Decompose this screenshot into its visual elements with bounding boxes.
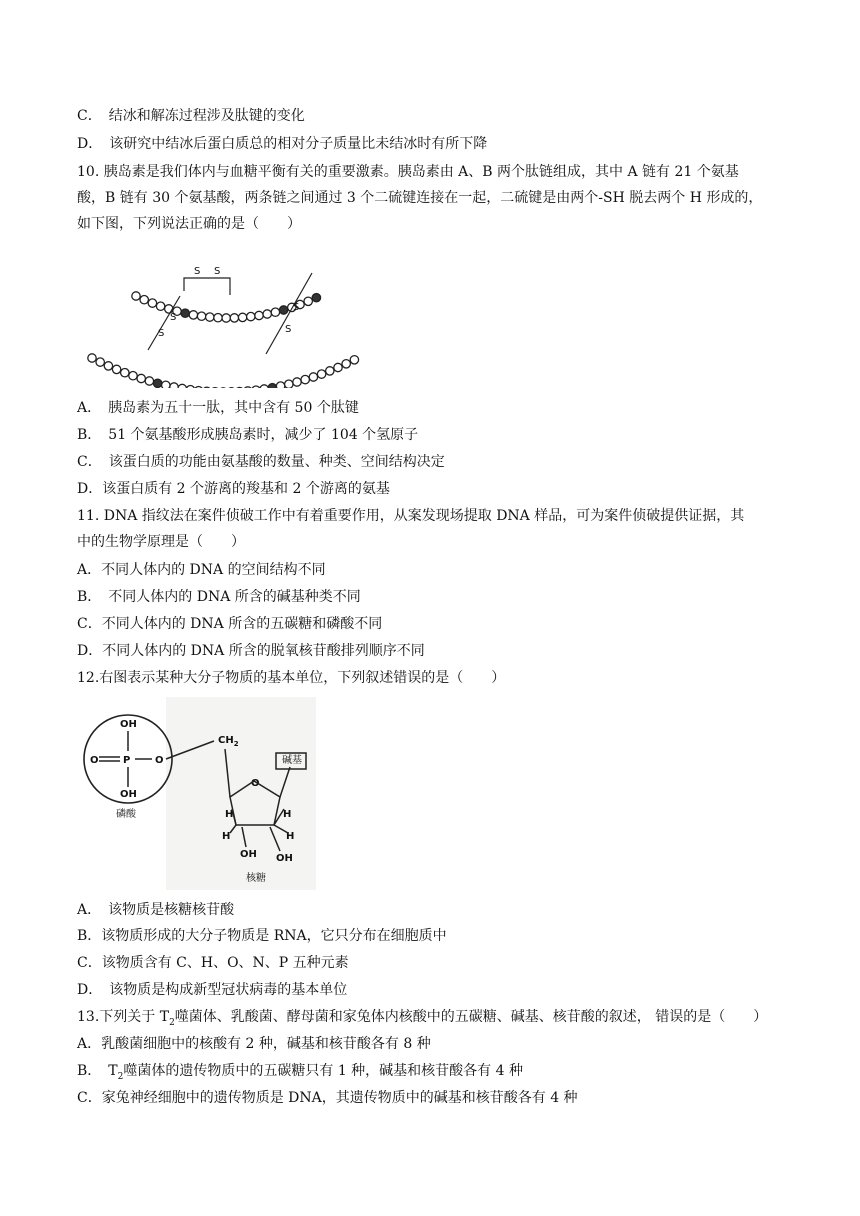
oh-2-label: OH: [276, 853, 293, 864]
amino-acid-bead: [255, 311, 263, 319]
amino-acid-bead: [197, 312, 205, 320]
amino-acid-bead: [247, 312, 255, 320]
amino-acid-bead: [104, 362, 112, 370]
amino-acid-bead: [285, 380, 293, 388]
q13-option-a: A．乳酸菌细胞中的核酸有 2 种，碱基和核苷酸各有 8 种: [77, 1036, 431, 1052]
q11-option-b: B． 不同人体内的 DNA 所含的碱基种类不同: [77, 589, 361, 605]
nucleotide-structure-figure: [80, 697, 316, 890]
amino-acid-bead: [304, 297, 312, 305]
amino-acid-bead: [293, 378, 301, 386]
amino-acid-bead: [181, 309, 189, 317]
s-label-5: S: [293, 302, 300, 313]
q11-stem-line-2: 中的生物学原理是（ ）: [77, 534, 245, 550]
q11-stem-line-1: 11. DNA 指纹法在案件侦破工作中有着重要作用，从案发现场提取 DNA 样品，可为案件侦破提供证据，其: [77, 508, 745, 524]
amino-acid-bead: [186, 386, 194, 389]
s-label-6: S: [285, 324, 292, 335]
amino-acid-bead: [309, 373, 317, 381]
amino-acid-bead: [153, 379, 161, 387]
oh-bottom-label: OH: [120, 789, 137, 800]
amino-acid-bead: [96, 358, 104, 366]
q10-stem-line-1: 10. 胰岛素是我们体内与血糖平衡有关的重要激素。胰岛素由 A、B 两个肽链组成，其中 A 链有 21 个氨基: [77, 164, 739, 180]
q12-stem: 12.右图表示某种大分子物质的基本单位，下列叙述错误的是（ ）: [77, 670, 506, 686]
amino-acid-bead: [178, 384, 186, 388]
s-label-1: S: [194, 266, 201, 277]
amino-acid-bead: [129, 372, 137, 380]
amino-acid-bead: [238, 313, 246, 321]
q13-option-c: C．家兔神经细胞中的遗传物质是 DNA，其遗传物质中的碱基和核苷酸各有 4 种: [77, 1090, 578, 1106]
amino-acid-bead: [148, 299, 156, 307]
amino-acid-bead: [189, 311, 197, 319]
amino-acid-bead: [170, 383, 178, 388]
h-label-1: H: [225, 809, 234, 820]
amino-acid-bead: [88, 354, 96, 362]
amino-acid-bead: [230, 314, 238, 322]
base-label: 碱基: [282, 755, 302, 766]
amino-acid-bead: [145, 377, 153, 385]
amino-acid-bead: [137, 374, 145, 382]
q11-option-a: A．不同人体内的 DNA 的空间结构不同: [77, 562, 326, 578]
q11-option-c: C．不同人体内的 DNA 所含的五碳糖和磷酸不同: [77, 616, 383, 632]
insulin-chain-figure: [80, 258, 380, 388]
s-label-2: S: [214, 266, 221, 277]
amino-acid-bead: [112, 365, 120, 373]
amino-acid-bead: [156, 302, 164, 310]
amino-acid-bead: [342, 360, 350, 368]
amino-acid-bead: [334, 363, 342, 371]
ring-o-label: O: [251, 778, 260, 789]
o-left-label: O: [90, 755, 99, 766]
amino-acid-bead: [326, 367, 334, 375]
ch2-label: $CH_2$: [218, 735, 239, 748]
q13-option-b: B． $T_2$噬菌体的遗传物质中的五碳糖只有 1 种，碱基和核苷酸各有 4 种: [77, 1063, 523, 1082]
amino-acid-bead: [276, 382, 284, 388]
q12-option-a: A． 该物质是核糖核苷酸: [77, 902, 235, 918]
h-label-4: H: [286, 831, 295, 842]
phosphate-label: 磷酸: [116, 809, 136, 820]
p-label: P: [123, 755, 131, 766]
h-label-3: H: [222, 831, 231, 842]
q10-option-b: B． 51 个氨基酸形成胰岛素时，减少了 104 个氢原子: [77, 427, 419, 443]
q13-stem: 13.下列关于 $T_2$噬菌体、乳酸菌、酵母菌和家兔体内核酸中的五碳糖、碱基、核苷酸的叙述， 错误的是（ ）: [77, 1009, 768, 1028]
o-right-label: O: [155, 755, 164, 766]
q10-stem-line-2: 酸，B 链有 30 个氨基酸，两条链之间通过 3 个二硫键连接在一起，二硫键是由两个-SH 脱去两个 H 形成的，: [77, 190, 763, 206]
amino-acid-bead: [214, 314, 222, 322]
q12-option-d: D． 该物质是构成新型冠状病毒的基本单位: [77, 982, 348, 998]
amino-acid-bead: [222, 314, 230, 322]
q12-option-c: C．该物质含有 C、H、O、N、P 五种元素: [77, 955, 349, 971]
amino-acid-bead: [206, 313, 214, 321]
q9-option-c: C． 结冰和解冻过程涉及肽键的变化: [77, 108, 305, 124]
amino-acid-bead: [301, 375, 309, 383]
amino-acid-bead: [317, 370, 325, 378]
amino-acid-bead: [271, 308, 279, 316]
sugar-label: 核糖: [246, 873, 266, 884]
amino-acid-bead: [132, 292, 140, 300]
q10-stem-line-3: 如下图，下列说法正确的是（ ）: [77, 216, 301, 232]
amino-acid-bead: [260, 385, 268, 388]
amino-acid-bead: [350, 356, 358, 364]
q10-option-c: C． 该蛋白质的功能由氨基酸的数量、种类、空间结构决定: [77, 454, 445, 470]
amino-acid-bead: [279, 306, 287, 314]
q12-option-b: B．该物质形成的大分子物质是 RNA，它只分布在细胞质中: [77, 928, 447, 944]
oh-3-label: OH: [240, 849, 257, 860]
amino-acid-bead: [312, 294, 320, 302]
amino-acid-bead: [162, 381, 170, 388]
q10-option-a: A． 胰岛素为五十一肽，其中含有 50 个肽键: [77, 400, 359, 416]
amino-acid-bead: [263, 310, 271, 318]
amino-acid-bead: [140, 296, 148, 304]
s-label-4: S: [158, 328, 165, 339]
oh-top-label: OH: [120, 719, 137, 730]
q10-option-d: D．该蛋白质有 2 个游离的羧基和 2 个游离的氨基: [77, 481, 390, 497]
amino-acid-bead: [268, 384, 276, 389]
q9-option-d: D． 该研究中结冰后蛋白质总的相对分子质量比未结冰时有所下降: [77, 136, 488, 152]
amino-acid-bead: [121, 369, 129, 377]
h-label-2: H: [283, 809, 292, 820]
s-label-3: S: [170, 312, 177, 323]
q11-option-d: D．不同人体内的 DNA 所含的脱氧核苷酸排列顺序不同: [77, 643, 425, 659]
